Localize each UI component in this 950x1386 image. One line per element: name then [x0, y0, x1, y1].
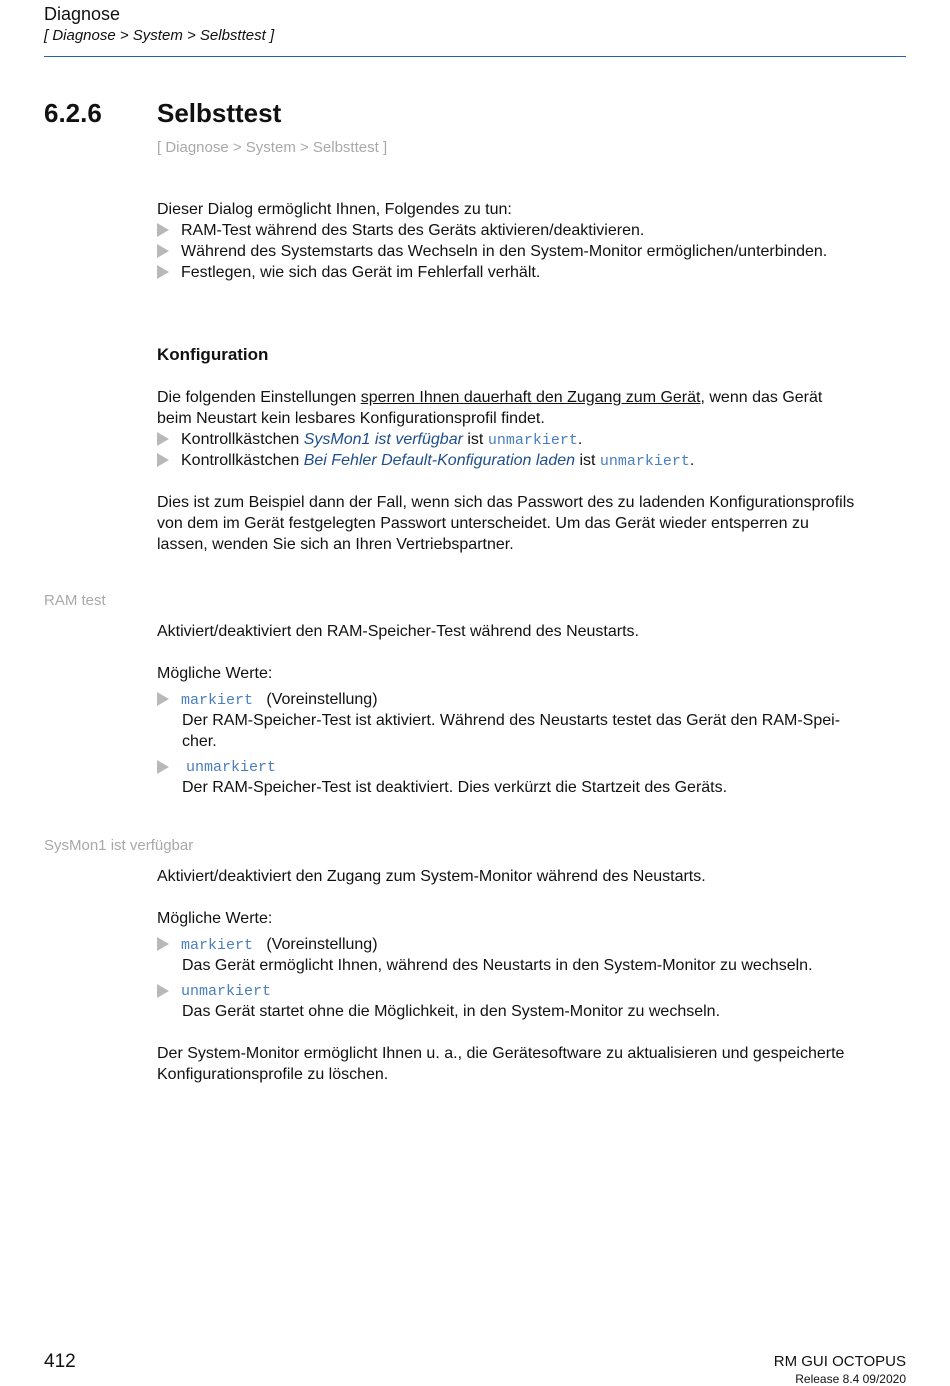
- footer-release: Release 8.4 09/2020: [795, 1372, 906, 1386]
- bullet-arrow-icon: [157, 244, 169, 258]
- ramtest-value-line: [181, 689, 378, 711]
- section-path: [ Diagnose > System > Selbsttest ]: [157, 139, 388, 156]
- text-run: Konfigurationsprofile zu löschen.: [157, 1066, 389, 1083]
- setting-value: unmarkiert: [487, 432, 578, 449]
- text-run: beim Neustart kein lesbares Konfigurationsprofil findet.: [157, 410, 545, 427]
- bullet-arrow-icon: [157, 453, 169, 467]
- footer-product: RM GUI OCTOPUS: [773, 1353, 906, 1370]
- intro-text: Dieser Dialog ermöglicht Ihnen, Folgendes zu tun:: [157, 201, 512, 218]
- setting-name: SysMon1 ist verfügbar: [303, 431, 463, 448]
- text-run: Dies ist zum Beispiel dann der Fall, wenn sich das Passwort des zu ladenden Konfigurationsprofils: [157, 494, 855, 511]
- sysmon-value-description: Das Gerät ermöglicht Ihnen, während des Neustarts in den System-Monitor zu wechseln.: [182, 957, 813, 974]
- konfiguration-paragraph-2: [157, 492, 907, 555]
- ramtest-description: Aktiviert/deaktiviert den RAM-Speicher-Test während des Neustarts.: [157, 623, 639, 640]
- sysmon-note: [157, 1043, 907, 1085]
- section-number: 6.2.6: [44, 98, 102, 128]
- running-header-title: Diagnose: [44, 4, 121, 24]
- default-note: (Voreinstellung): [266, 936, 378, 953]
- text-run: .: [689, 452, 695, 469]
- ramtest-label: RAM test: [44, 592, 106, 609]
- text-run: Die folgenden Einstellungen: [157, 389, 361, 406]
- intro-item: [157, 262, 907, 283]
- underlined-warning: sperren Ihnen dauerhaft den Zugang zum Gerät: [360, 389, 701, 406]
- konfiguration-item: [157, 429, 907, 451]
- value-code: markiert: [181, 937, 254, 954]
- intro-item: [157, 220, 907, 241]
- bullet-arrow-icon: [157, 692, 169, 706]
- text-run: cher.: [182, 733, 217, 750]
- ramtest-value-description: Der RAM-Speicher-Test ist deaktiviert. Dies verkürzt die Startzeit des Geräts.: [182, 779, 728, 796]
- ramtest-values-label: Mögliche Werte:: [157, 665, 273, 682]
- konfiguration-item: [157, 450, 907, 472]
- text-run: ist: [462, 431, 488, 448]
- konfiguration-item-text: [181, 450, 694, 472]
- ramtest-value-description: [182, 710, 904, 752]
- intro-item-text: Während des Systemstarts das Wechseln in den System-Monitor ermöglichen/unterbinden.: [181, 243, 828, 260]
- intro-item: [157, 241, 907, 262]
- running-header-path: [ Diagnose > System > Selbsttest ]: [44, 27, 275, 44]
- konfiguration-heading: Konfiguration: [157, 345, 269, 364]
- bullet-arrow-icon: [157, 984, 169, 998]
- text-run: ist: [575, 452, 600, 469]
- value-code: markiert: [181, 692, 254, 709]
- value-code: unmarkiert: [181, 983, 272, 1000]
- intro-item-text: Festlegen, wie sich das Gerät im Fehlerfall verhält.: [181, 264, 541, 281]
- bullet-arrow-icon: [157, 760, 169, 774]
- sysmon-value-item: [157, 934, 907, 956]
- sysmon-value-item: [157, 981, 907, 1002]
- value-code: unmarkiert: [186, 759, 277, 776]
- sysmon-value-description: Das Gerät startet ohne die Möglichkeit, in den System-Monitor zu wechseln.: [182, 1003, 721, 1020]
- text-run: .: [577, 431, 583, 448]
- konfiguration-item-text: [181, 429, 582, 451]
- bullet-arrow-icon: [157, 223, 169, 237]
- page-number: 412: [44, 1351, 76, 1372]
- text-run: von dem im Gerät festgelegten Passwort unterscheidet. Um das Gerät wieder entsperren zu: [157, 515, 809, 532]
- text-run: , wenn das Gerät: [700, 389, 823, 406]
- text-run: Der RAM-Speicher-Test ist aktiviert. Während des Neustarts testet das Gerät den RAM-Spei-: [182, 712, 841, 729]
- text-run: lassen, wenden Sie sich an Ihren Vertriebspartner.: [157, 536, 514, 553]
- text-run: Der System-Monitor ermöglicht Ihnen u. a., die Gerätesoftware zu aktualisieren und gespeicherte: [157, 1045, 845, 1062]
- sysmon-label: SysMon1 ist verfügbar: [44, 837, 194, 854]
- intro-item-text: RAM-Test während des Starts des Geräts aktivieren/deaktivieren.: [181, 222, 645, 239]
- konfiguration-paragraph-1: [157, 387, 907, 429]
- text-run: Kontrollkästchen: [181, 452, 304, 469]
- setting-name: Bei Fehler Default-Konfiguration laden: [303, 452, 576, 469]
- header-divider: [44, 56, 906, 57]
- section-title: Selbsttest: [157, 98, 282, 128]
- sysmon-values-label: Mögliche Werte:: [157, 910, 273, 927]
- bullet-arrow-icon: [157, 265, 169, 279]
- default-note: (Voreinstellung): [266, 691, 378, 708]
- ramtest-value-item: [157, 757, 907, 778]
- bullet-arrow-icon: [157, 432, 169, 446]
- sysmon-value-line: [181, 934, 378, 956]
- sysmon-description: Aktiviert/deaktiviert den Zugang zum System-Monitor während des Neustarts.: [157, 868, 706, 885]
- ramtest-value-item: [157, 689, 907, 711]
- setting-value: unmarkiert: [599, 453, 690, 470]
- text-run: Kontrollkästchen: [181, 431, 304, 448]
- bullet-arrow-icon: [157, 937, 169, 951]
